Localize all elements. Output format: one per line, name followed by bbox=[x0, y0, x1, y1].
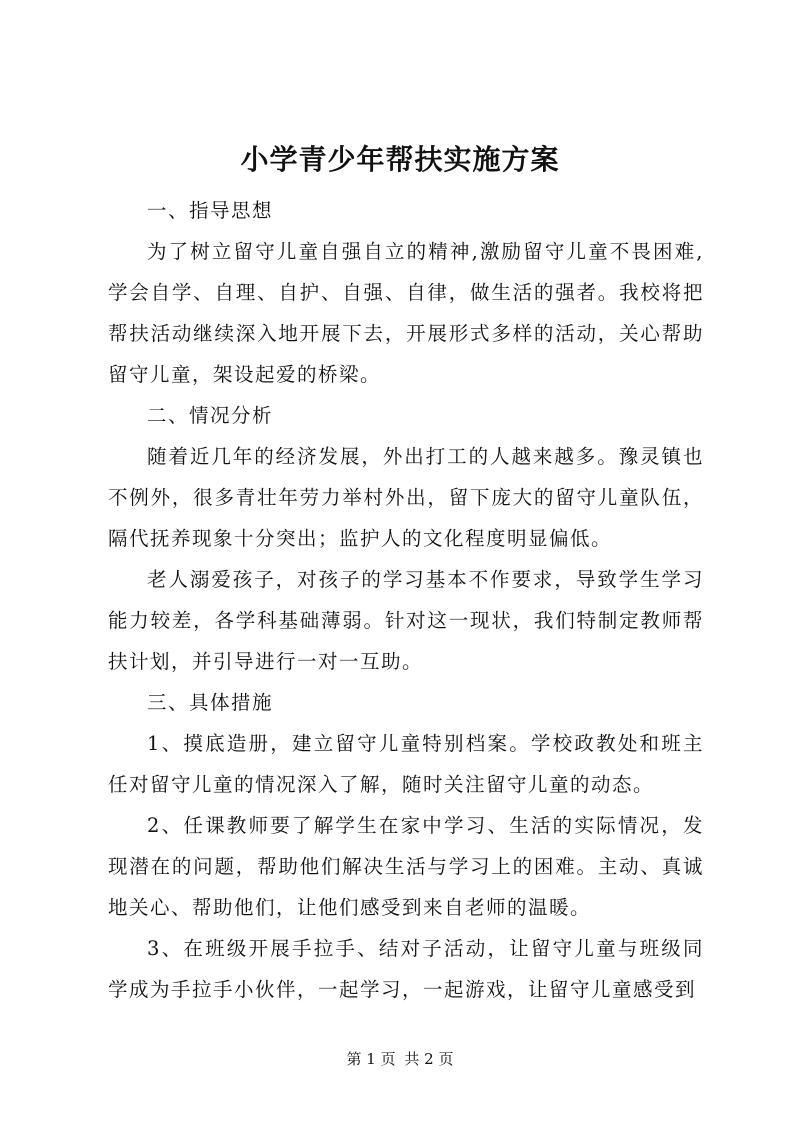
page-number: 第 1 页 bbox=[346, 1050, 396, 1068]
page-footer bbox=[0, 1049, 800, 1069]
paragraph: 1、摸底造册，建立留守儿童特别档案。学校政教处和班主任对留守儿童的情况深入了解，随时关注留守儿童的动态。 bbox=[108, 732, 704, 796]
section-heading-measures: 三、具体措施 bbox=[147, 691, 274, 714]
paragraph: 为了树立留守儿童自强自立的精神,激励留守儿童不畏困难,学会自学、自理、自护、自强、自律，做生活的强者。我校将把帮扶活动继续深入地开展下去，开展形式多样的活动，关心帮助留守儿童，架设起爱的桥梁。 bbox=[108, 240, 704, 386]
section-heading-guiding-thought: 一、指导思想 bbox=[147, 199, 274, 222]
paragraph: 随着近几年的经济发展，外出打工的人越来越多。豫灵镇也不例外，很多青壮年劳力举村外出，留下庞大的留守儿童队伍，隔代抚养现象十分突出；监护人的文化程度明显偏低。 bbox=[108, 445, 704, 550]
paragraph: 老人溺爱孩子，对孩子的学习基本不作要求，导致学生学习能力较差，各学科基础薄弱。针对这一现状，我们特制定教师帮扶计划，并引导进行一对一互助。 bbox=[108, 568, 704, 673]
document-body bbox=[108, 190, 704, 1010]
document-title: 小学青少年帮扶实施方案 bbox=[240, 143, 560, 176]
paragraph: 3、在班级开展手拉手、结对子活动，让留守儿童与班级同学成为手拉手小伙伴，一起学习，一起游戏，让留守儿童感受到 bbox=[108, 937, 704, 1001]
section-heading-situation-analysis: 二、情况分析 bbox=[147, 404, 274, 427]
paragraph: 2、任课教师要了解学生在家中学习、生活的实际情况，发现潜在的问题，帮助他们解决生活与学习上的困难。主动、真诚地关心、帮助他们，让他们感受到来自老师的温暖。 bbox=[108, 814, 704, 919]
page-total: 共 2 页 bbox=[404, 1050, 454, 1068]
